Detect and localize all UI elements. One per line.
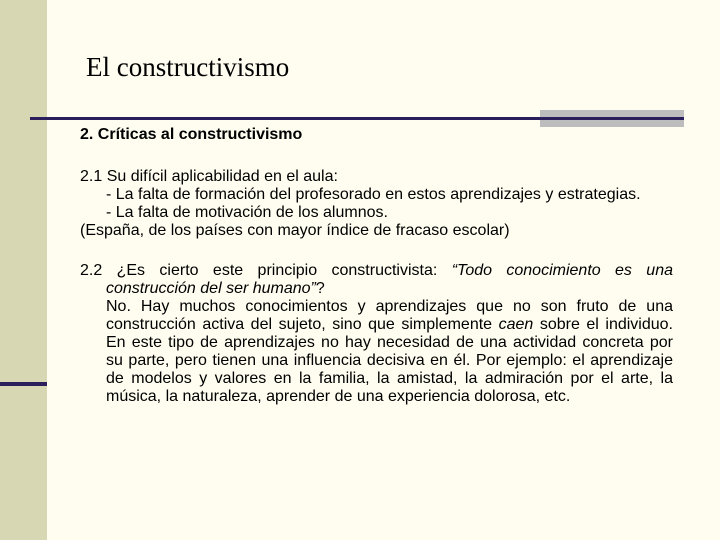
point-2-2-answer-emphasis: caen (498, 316, 534, 333)
left-band-accent-line (0, 382, 47, 386)
point-2-2-answer-part-2: sobre el individuo. En este tipo de aprendizajes no hay necesidad de una actividad concreta por su parte, pero tienen una influencia decisiva en él. Por ejemplo: el aprendizaje de modelos y valores en la familia, la amistad, la admiración por el arte, la música, la naturaleza, aprender de una experiencia dolorosa, etc. (106, 316, 673, 405)
point-2-2 (80, 262, 673, 406)
slide-title: El constructivismo (86, 52, 290, 82)
title-divider (30, 117, 684, 120)
point-2-1-note: (España, de los países con mayor índice de fracaso escolar) (80, 222, 510, 239)
point-2-2-answer-part-1: No. Hay muchos conocimientos y aprendizajes que no son fruto de una construcción activa del sujeto, sino que simplemente (106, 298, 673, 333)
point-2-2-question (80, 262, 673, 298)
point-2-2-suffix: ? (315, 280, 325, 297)
point-2-1 (80, 168, 673, 240)
left-decorative-band (0, 0, 47, 540)
point-2-1-bullet-1: - La falta de formación del profesorado en estos aprendizajes y estrategias. (106, 186, 641, 203)
section-heading: 2. Críticas al constructivismo (80, 126, 303, 143)
point-2-2-quote: “Todo conocimiento es una construcción del ser humano” (106, 262, 674, 297)
point-2-1-heading: 2.1 Su difícil aplicabilidad en el aula: (80, 168, 338, 185)
point-2-2-prefix: 2.2 ¿Es cierto este principio constructivista: (80, 262, 452, 279)
slide-body (80, 126, 673, 406)
point-2-2-answer (80, 298, 673, 406)
point-2-1-bullet-2: - La falta de motivación de los alumnos. (106, 204, 388, 221)
